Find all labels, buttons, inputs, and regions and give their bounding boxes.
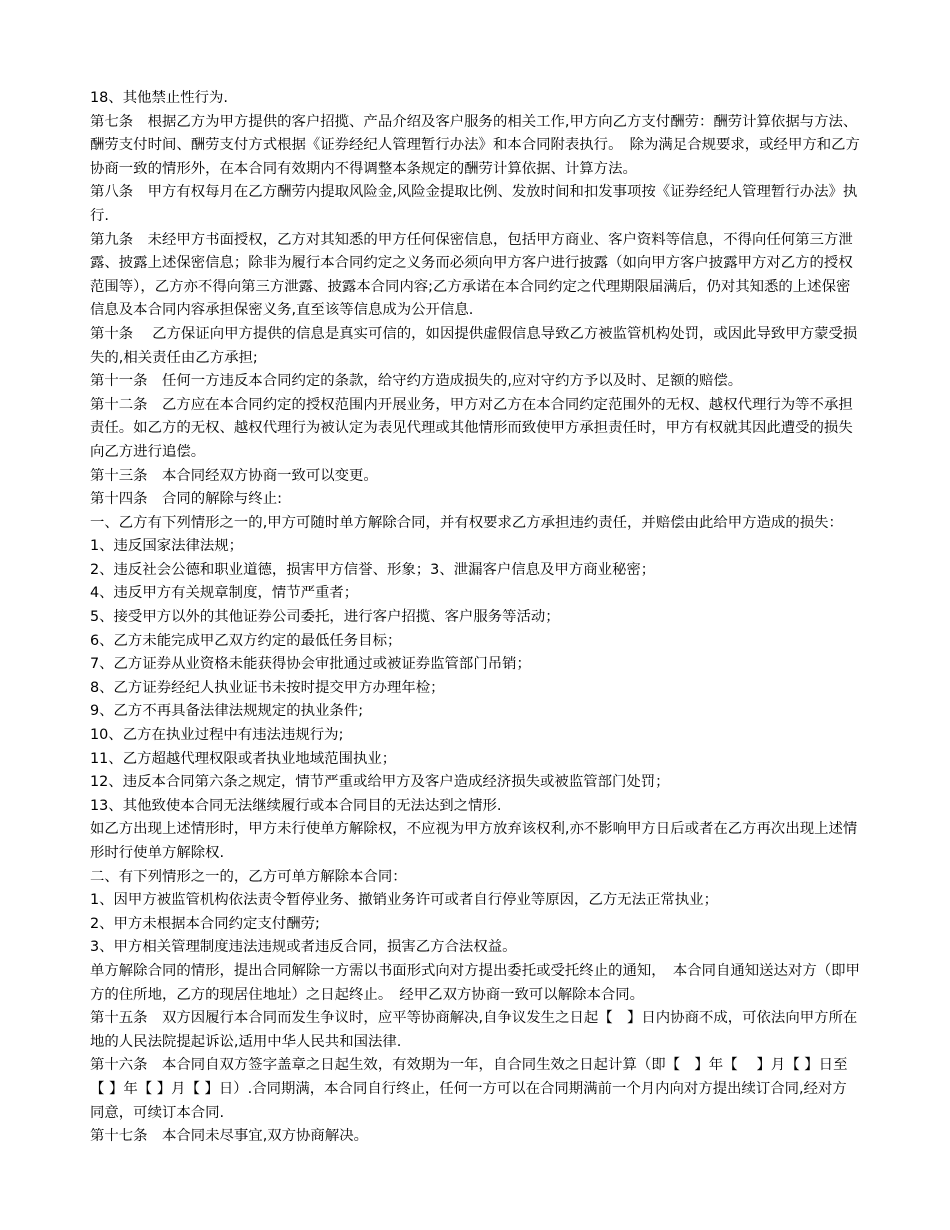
article-8-risk-fund: 第八条 甲方有权每月在乙方酬劳内提取风险金,风险金提取比例、发放时间和扣发事项按《证券经纪人管理暂行办法》执行.	[90, 184, 858, 224]
list-item: 4、违反甲方有关规章制度，情节严重者；	[90, 585, 359, 602]
clause-item-18: 18、其他禁止性行为.	[90, 90, 229, 106]
article-10-truthful-info: 第十条 乙方保证向甲方提供的信息是真实可信的，如因提供虚假信息导致乙方被监管机构处罚，或因此导致甲方蒙受损失的,相关责任由乙方承担;	[90, 325, 858, 366]
list-item: 7、乙方证券从业资格未能获得协会审批通过或被证券监管部门吊销；	[90, 656, 531, 673]
article-7-remuneration: 第七条 根据乙方为甲方提供的客户招揽、产品介绍及客户服务的相关工作,甲方向乙方支付酬劳：酬劳计算依据与方法、酬劳支付时间、酬劳支付方式根据《证券经纪人管理暂行办法》和本合同附表执行。 除为满足合规要求，或经甲方和乙方协商一致的情形外，在本合同有效期内不得调整本条规定的酬劳计算依据、计算方法。	[90, 113, 860, 177]
article-12-authorization-scope: 第十二条 乙方应在本合同约定的授权范围内开展业务，甲方对乙方在本合同约定范围外的无权、越权代理行为等不承担责任。如乙方的无权、越权代理行为被认定为表见代理或其他情形而致使甲方承担责任时，甲方有权就其因此遭受的损失向乙方进行追偿。	[90, 396, 853, 460]
list-item: 9、乙方不再具备法律法规规定的执业条件;	[90, 703, 364, 720]
list-item: 2、违反社会公德和职业道德，损害甲方信誉、形象；3、泄漏客户信息及甲方商业秘密；	[90, 561, 656, 578]
contract-page-body	[90, 87, 860, 1149]
list-item: 1、因甲方被监管机构依法责令暂停业务、撤销业务许可或者自行停业等原因，乙方无法正常执业；	[90, 892, 718, 909]
list-item: 3、甲方相关管理制度违法违规或者违反合同，损害乙方合法权益。	[90, 939, 517, 956]
article-11-compensation: 第十一条 任何一方违反本合同约定的条款，给守约方造成损失的,应对守约方予以及时、足额的赔偿。	[90, 373, 743, 390]
list-item: 6、乙方未能完成甲乙双方约定的最低任务目标；	[90, 632, 402, 649]
list-item: 10、乙方在执业过程中有违法违规行为;	[90, 727, 344, 744]
termination-by-party-a-intro: 一、乙方有下列情形之一的,甲方可随时单方解除合同，并有权要求乙方承担违约责任，并赔偿由此给甲方造成的损失：	[90, 514, 843, 531]
article-13-amendment: 第十三条 本合同经双方协商一致可以变更。	[90, 467, 378, 484]
article-14-termination-heading: 第十四条 合同的解除与终止:	[90, 491, 282, 508]
termination-notice-procedure: 单方解除合同的情形，提出合同解除一方需以书面形式向对方提出委托或受托终止的通知， 本合同自通知送达对方（即甲方的住所地，乙方的现居住地址）之日起终止。 经甲乙双方协商一致可以解除本合同。	[90, 962, 860, 1003]
article-16-effective-term: 第十六条 本合同自双方签字盖章之日起生效，有效期为一年，自合同生效之日起计算（即【 】年【 】月【 】日至【 】年【 】月【 】日）.合同期满，本合同自行终止，任何一方可以在合同期满前一个月内向对方提出续订合同,经对方同意，可续订本合同.	[90, 1057, 848, 1121]
list-item: 2、甲方未根据本合同约定支付酬劳;	[90, 915, 320, 932]
termination-by-party-b-intro: 二、有下列情形之一的，乙方可单方解除本合同：	[90, 868, 407, 885]
list-item: 5、接受甲方以外的其他证券公司委托，进行客户招揽、客户服务等活动；	[90, 609, 560, 626]
termination-waiver-note: 如乙方出现上述情形时，甲方未行使单方解除权，不应视为甲方放弃该权利,亦不影响甲方日后或者在乙方再次出现上述情形时行使单方解除权.	[90, 821, 858, 861]
list-item: 12、违反本合同第六条之规定，情节严重或给甲方及客户造成经济损失或被监管部门处罚；	[90, 774, 670, 791]
list-item: 11、乙方超越代理权限或者执业地域范围执业；	[90, 750, 397, 767]
list-item: 1、违反国家法律法规；	[90, 538, 244, 555]
article-17-miscellaneous: 第十七条 本合同未尽事宜,双方协商解决。	[90, 1128, 368, 1145]
list-item: 8、乙方证券经纪人执业证书未按时提交甲方办理年检；	[90, 679, 445, 696]
list-item: 13、其他致使本合同无法继续履行或本合同目的无法达到之情形.	[90, 797, 502, 814]
article-15-dispute-resolution: 第十五条 双方因履行本合同而发生争议时，应平等协商解决,自争议发生之日起【 】日内协商不成，可依法向甲方所在地的人民法院提起诉讼,适用中华人民共和国法律.	[90, 1010, 858, 1050]
article-9-confidentiality: 第九条 未经甲方书面授权，乙方对其知悉的甲方任何保密信息，包括甲方商业、客户资料等信息，不得向任何第三方泄露、披露上述保密信息；除非为履行本合同约定之义务而必须向甲方客户进行披露（如向甲方客户披露甲方对乙方的授权范围等），乙方亦不得向第三方泄露、披露本合同内容;乙方承诺在本合同约定之代理期限届满后，仍对其知悉的上述保密信息及本合同内容承担保密义务,直至该等信息成为公开信息.	[90, 231, 853, 319]
